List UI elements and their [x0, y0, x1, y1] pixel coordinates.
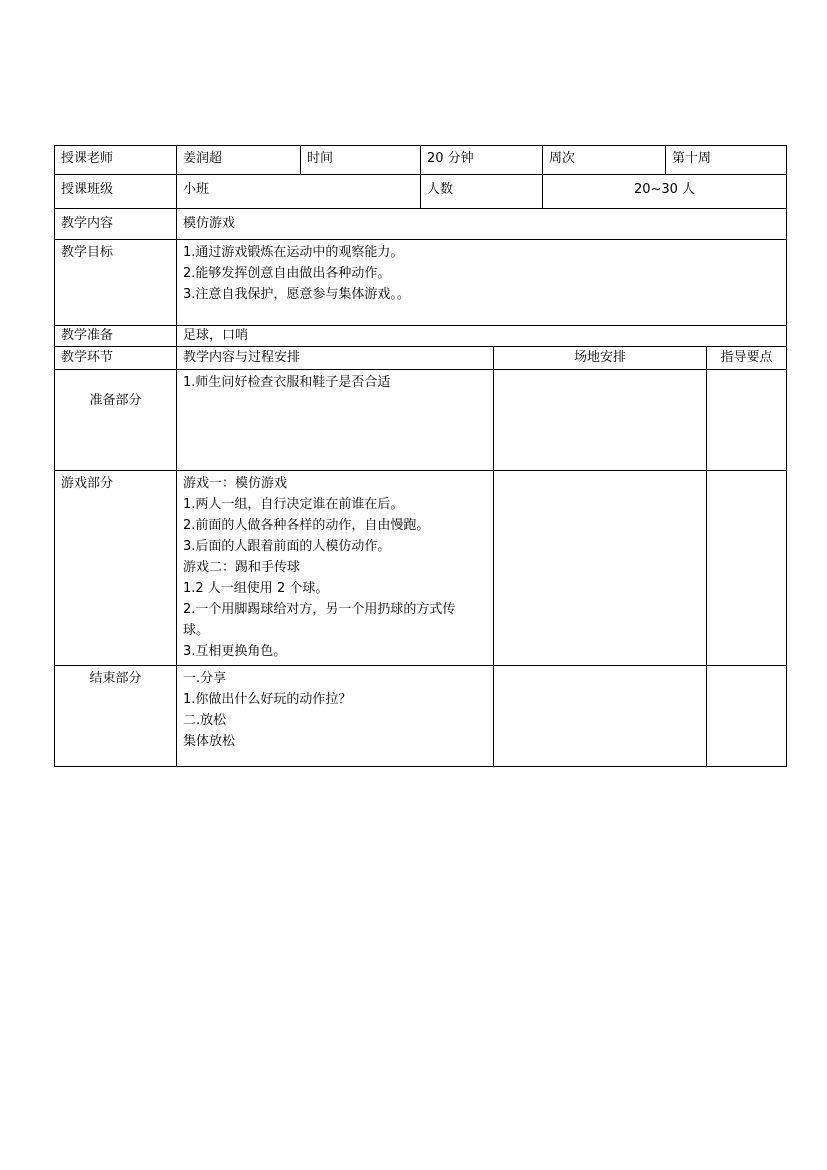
col-header-arrangement: 教学内容与过程安排	[183, 350, 301, 365]
content-line: 1.师生问好检查衣服和鞋子是否合适	[183, 375, 391, 390]
col-header-venue: 场地安排	[573, 350, 626, 365]
time-value: 20 分钟	[427, 151, 474, 166]
col-header-section: 教学环节	[61, 350, 114, 365]
class-value: 小班	[183, 182, 210, 197]
time-label: 时间	[307, 151, 334, 166]
goals-list	[177, 240, 786, 325]
section-name-game: 游戏部分	[61, 476, 114, 491]
content-line: 1.2 人一组使用 2 个球。	[183, 581, 329, 596]
content-line: 2.一个用脚踢球给对方，另一个用扔球的方式传	[183, 602, 456, 617]
content-label: 教学内容	[61, 216, 114, 231]
goal-item: 3.注意自我保护，愿意参与集体游戏。。	[183, 287, 410, 302]
teacher-value: 姜润超	[183, 151, 223, 166]
section-content-closing	[177, 666, 493, 766]
content-line: 一.分享	[183, 671, 227, 686]
goal-item: 2.能够发挥创意自由做出各种动作。	[183, 266, 391, 281]
week-value: 第十周	[672, 151, 712, 166]
content-line: 3.后面的人跟着前面的人模仿动作。	[183, 539, 391, 554]
content-line: 集体放松	[183, 734, 236, 749]
section-name-warmup: 准备部分	[89, 393, 142, 408]
class-label: 授课班级	[61, 182, 114, 197]
content-line: 2.前面的人做各种各样的动作，自由慢跑。	[183, 518, 430, 533]
prep-value: 足球，口哨	[183, 328, 249, 343]
col-header-key-points: 指导要点	[720, 350, 773, 365]
content-line: 游戏一：模仿游戏	[183, 476, 288, 491]
content-line: 1.两人一组，自行决定谁在前谁在后。	[183, 497, 404, 512]
content-line: 二.放松	[183, 713, 227, 728]
section-content-warmup	[177, 370, 493, 470]
section-name-closing: 结束部分	[89, 671, 142, 686]
week-label: 周次	[549, 151, 576, 166]
content-value: 模仿游戏	[183, 216, 236, 231]
section-content-game	[177, 471, 493, 665]
lesson-plan-table	[54, 145, 787, 767]
content-line: 球。	[183, 623, 210, 638]
goals-label: 教学目标	[61, 245, 114, 260]
content-line: 3.互相更换角色。	[183, 644, 287, 659]
count-label: 人数	[427, 182, 454, 197]
content-line: 1.你做出什么好玩的动作拉？	[183, 692, 352, 707]
content-line: 游戏二：踢和手传球	[183, 560, 301, 575]
teacher-label: 授课老师	[61, 151, 114, 166]
prep-label: 教学准备	[61, 328, 114, 343]
goal-item: 1.通过游戏锻炼在运动中的观察能力。	[183, 245, 404, 260]
count-value: 20~30 人	[633, 182, 696, 197]
